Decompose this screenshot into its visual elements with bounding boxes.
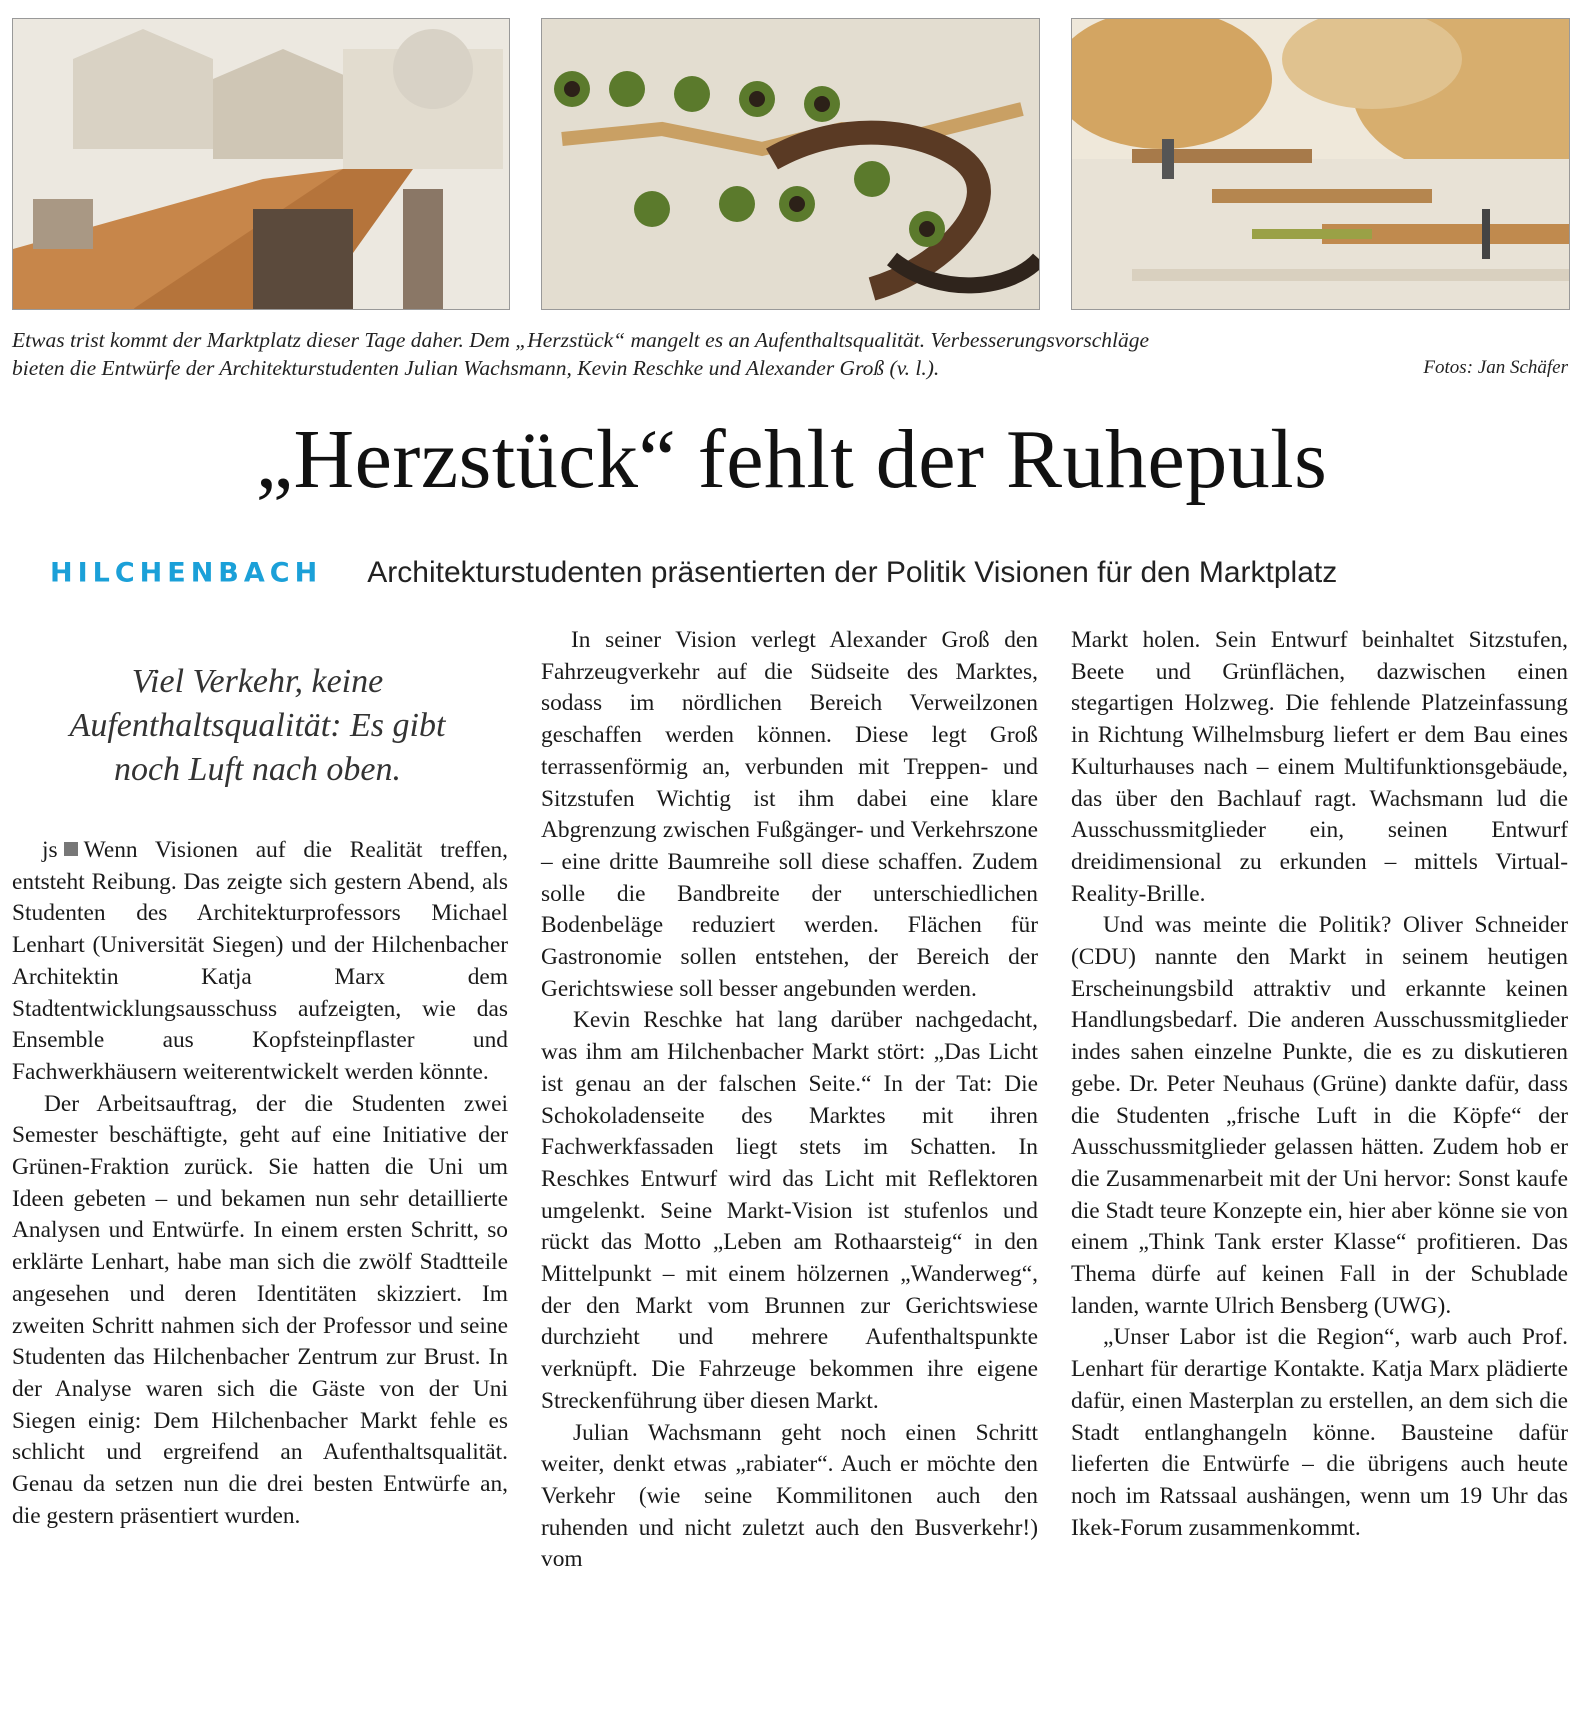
byline: js <box>42 837 58 863</box>
photo-reschke <box>541 18 1040 310</box>
caption-line-1: Etwas trist kommt der Marktplatz dieser Tage daher. Dem „Herzstück“ mangelt es an Aufenthaltsqualität. Verbesserungsvorschläge <box>12 328 1150 352</box>
deck: Architekturstudenten präsentierten der Politik Visionen für den Marktplatz <box>367 556 1338 589</box>
paragraph: Julian Wachsmann geht noch einen Schritt weiter, denkt etwas „rabiater“. Auch er möchte den Verkehr (wie seine Kommilitonen auch den ruhenden und nicht zuletzt auch den Busverkehr!) vom <box>541 1419 1038 1573</box>
subline <box>50 556 1570 590</box>
caption-line-2: bieten die Entwürfe der Architekturstudenten Julian Wachsmann, Kevin Reschke und Alexander Groß (v. l.). <box>12 356 940 380</box>
photo-reschke-image <box>542 19 1039 309</box>
headline: „Herzstück“ fehlt der Ruhepuls <box>255 413 1328 506</box>
paragraph-text: Wenn Visionen auf die Realität treffen, entsteht Reibung. Das zeigte sich gestern Abend, als Studenten des Architekturprofessors Michael Lenhart (Universität Siegen) und der Hilchenbacher Architektin Katja Marx dem Stadtentwicklungsausschuss aufzeigten, wie das Ensemble aus Kopfsteinpflaster und Fachwerkhäusern weiterentwickelt werden könnte. <box>12 837 508 1085</box>
photo-wachsmann <box>12 18 510 310</box>
pull-quote: Viel Verkehr, keine Aufenthaltsqualität: Es gibt noch Luft nach oben. <box>69 663 446 788</box>
photo-wachsmann-image <box>13 19 509 309</box>
article-column-1 <box>12 835 508 1532</box>
article-column-3 <box>1071 625 1568 1544</box>
location-kicker: HILCHENBACH <box>50 557 323 589</box>
photo-gross-image <box>1072 19 1569 309</box>
article-column-2 <box>541 625 1038 1576</box>
paragraph: Markt holen. Sein Entwurf beinhaltet Sitzstufen, Beete und Grünflächen, dazwischen einen stegartigen Holzweg. Die fehlende Platzeinfassung in Richtung Wilhelmsburg liefert er dem Bau eines Kulturhauses nach – einem Multifunktionsgebäude, das über den Bachlauf ragt. Wachsmann lud die Ausschussmitglieder ein, seinen Entwurf dreidimensional zu erkunden – mittels Virtual-Reality-Brille. <box>1071 627 1568 907</box>
paragraph: „Unser Labor ist die Region“, warb auch Prof. Lenhart für derartige Kontakte. Katja Marx plädierte dafür, einen Masterplan zu erstellen, an dem sich die Stadt entlanghangeln könne. Bausteine dafür lieferten die Entwürfe – die übrigens auch heute noch im Ratssaal aushängen, wenn um 19 Uhr das Ikek-Forum zusammenkommt. <box>1071 1324 1568 1541</box>
paragraph <box>12 835 508 1089</box>
paragraph: In seiner Vision verlegt Alexander Groß den Fahrzeugverkehr auf die Südseite des Marktes, sodass im nördlichen Bereich Verweilzonen geschaffen werden können. Diese legt Groß terrassenförmig an, verbunden mit Treppen- und Sitzstufen Wichtig ist ihm dabei eine klare Abgrenzung zwischen Fußgänger- und Verkehrszone – eine dritte Baumreihe soll diese schaffen. Zudem solle die Bandbreite der unterschiedlichen Bodenbeläge reduziert werden. Flächen für Gastronomie sollen entstehen, der Bereich der Gerichtswiese soll besser angebunden werden. <box>541 627 1038 1002</box>
paragraph: Der Arbeitsauftrag, der die Studenten zwei Semester beschäftigte, geht auf eine Initiative der Grünen-Fraktion zurück. Sie hatten die Uni um Ideen gebeten – und bekamen nun sehr detaillierte Analysen und Entwürfe. In einem ersten Schritt, so erklärte Lenhart, habe man sich die zwölf Stadtteile angesehen und deren Identitäten skizziert. Im zweiten Schritt nahmen sich der Professor und seine Studenten das Hilchenbacher Zentrum zur Brust. In der Analyse waren sich die Gäste von der Uni Siegen einig: Dem Hilchenbacher Markt fehle es schlicht und ergreifend an Aufenthaltsqualität. Genau da setzen nun die drei besten Entwürfe an, die gestern präsentiert wurden. <box>12 1090 508 1529</box>
paragraph: Und was meinte die Politik? Oliver Schneider (CDU) nannte den Markt in seinem heutigen Erscheinungsbild attraktiv und erkannte keinen Handlungsbedarf. Die anderen Ausschussmitglieder indes sahen einzelne Punkte, die es zu diskutieren gebe. Dr. Peter Neuhaus (Grüne) dankte dafür, dass die Studenten „frische Luft in die Köpfe“ der Ausschussmitglieder gelassen hätten. Zudem hob er die Zusammenarbeit mit der Uni hervor: Sonst kaufe die Stadt teure Konzepte ein, hier aber könne sie von einem „Think Tank erster Klasse“ profitieren. Das Thema dürfe auf keinen Fall in der Schublade landen, warnte Ulrich Bensberg (UWG). <box>1071 912 1568 1319</box>
photo-gross <box>1071 18 1570 310</box>
photo-credit: Fotos: Jan Schäfer <box>1423 357 1568 378</box>
photo-caption <box>12 326 1570 382</box>
paragraph: Kevin Reschke hat lang darüber nachgedacht, was ihm am Hilchenbacher Markt stört: „Das Licht ist genau an der falschen Seite.“ In der Tat: Die Schokoladenseite des Marktes mit ihren Fachwerkfassaden liegt stets im Schatten. In Reschkes Entwurf wird das Licht mit Reflektoren umgelenkt. Seine Markt-Vision ist stufenlos und rückt das Motto „Leben am Rothaarsteig“ in den Mittelpunkt – mit einem hölzernen „Wanderweg“, der den Markt vom Brunnen zur Gerichtswiese durchzieht und mehrere Aufenthaltspunkte verknüpft. Die Fahrzeuge bekommen ihre eigene Streckenführung über diesen Markt. <box>541 1007 1038 1414</box>
byline-separator-icon <box>64 842 78 856</box>
